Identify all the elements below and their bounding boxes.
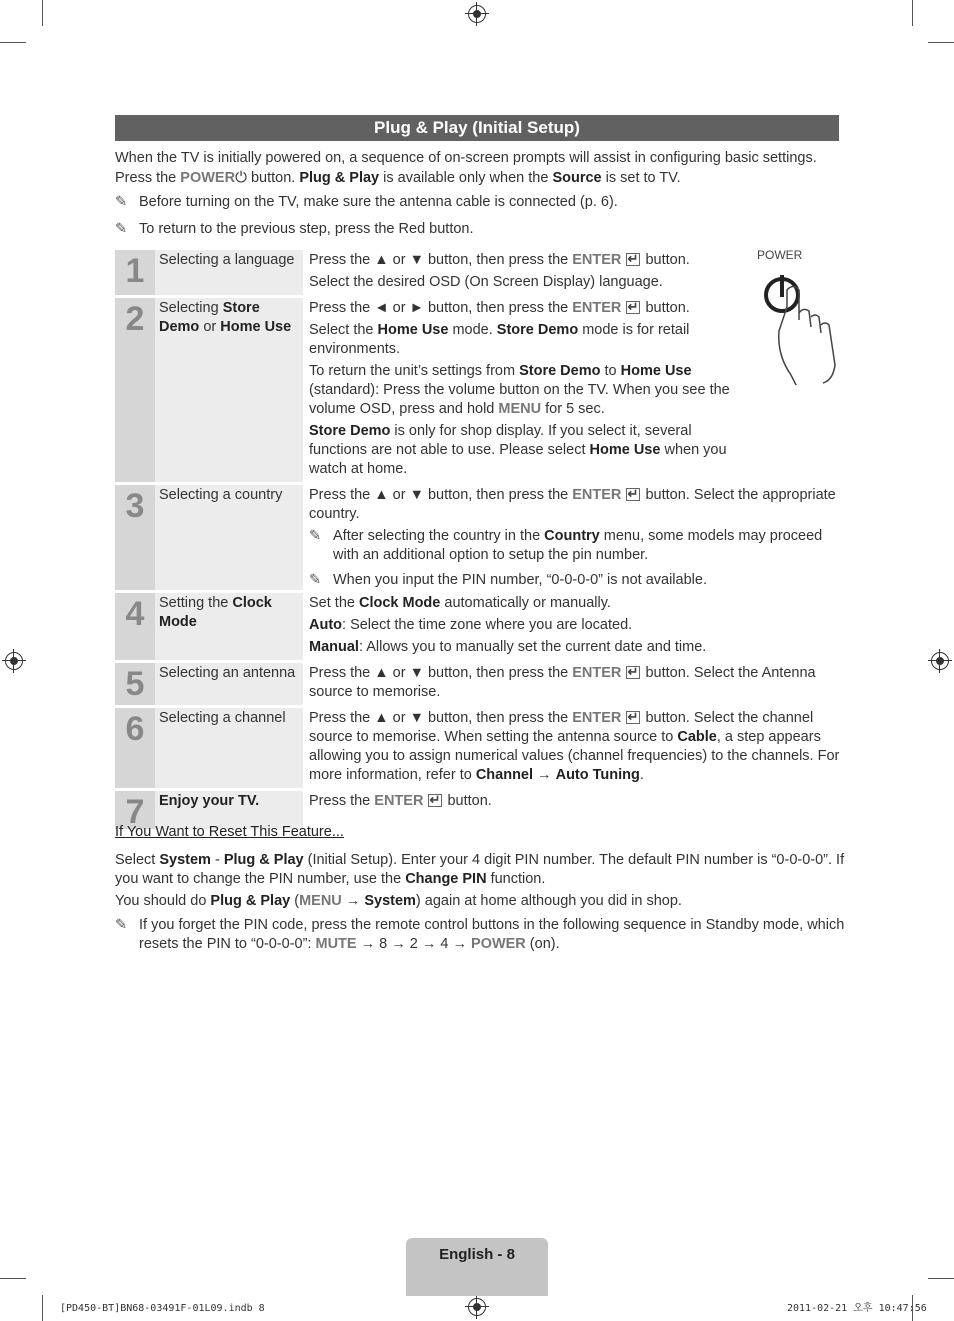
registration-mark-icon: [931, 652, 949, 670]
step-description: Press the ◄ or ► button, then press the ENTER ↵ button. Select the Home Use mode. Store Demo mode is for retail environments. To return the unit’s settings from Store Demo to Home Use (standard): Press the volume button on the TV. When you see the volume OSD, press and hold MENU for 5 sec. Store Demo is only for shop display. If you select it, several functions are not able to use. Please select Home Use when you watch at home.: [303, 298, 845, 482]
pencil-note-icon: ✎: [115, 194, 128, 210]
step-number: 6: [115, 708, 155, 788]
file-imprint: [PD450-BT]BN68-03491F-01L09.indb 8: [60, 1303, 265, 1314]
crop-mark: [912, 0, 913, 26]
step-number: 5: [115, 663, 155, 705]
registration-mark-icon: [468, 5, 486, 23]
step-description: Press the ▲ or ▼ button, then press the ENTER ↵ button. Select the desired OSD (On Screen Display) language.: [303, 250, 845, 295]
step-label: Selecting an antenna: [155, 663, 303, 705]
step-number: 3: [115, 485, 155, 590]
step-row: [115, 593, 845, 660]
crop-mark: [42, 0, 43, 26]
crop-mark: [0, 42, 26, 43]
step-description: Press the ▲ or ▼ button, then press the ENTER ↵ button. Select the appropriate country. ✎ After selecting the country in the Country menu, some models may proceed with an additional option to setup the pin number. ✎ When you input the PIN number, “0-0-0-0” is not available.: [303, 485, 845, 590]
enter-icon: [626, 711, 640, 724]
note: ✎ After selecting the country in the Country menu, some models may proceed with an additional option to setup the pin number.: [309, 528, 823, 563]
pencil-note-icon: ✎: [309, 572, 322, 588]
page-number: English - 8: [406, 1238, 548, 1296]
enter-icon: [626, 666, 640, 679]
step-row: [115, 298, 845, 482]
power-icon: ⏻: [235, 169, 247, 186]
steps-table: [115, 250, 845, 832]
enter-icon: [626, 488, 640, 501]
step-description: Set the Clock Mode automatically or manually. Auto: Select the time zone where you are located. Manual: Allows you to manually set the current date and time.: [309, 595, 707, 655]
section-title: Plug & Play (Initial Setup): [115, 115, 839, 141]
step-label: Enjoy your TV.: [155, 791, 303, 829]
step-number: 1: [115, 250, 155, 295]
reset-section: Select System - Plug & Play (Initial Setup). Enter your 4 digit PIN number. The default PIN number is “0-0-0-0”. If you want to change the PIN number, use the Change PIN function. You should do Plug & Play (MENU → System) again at home although you did in shop. ✎ If you forget the PIN code, press the remote control buttons in the following sequence in Standby mode, which resets the PIN to “0-0-0-0”: MUTE → 8 → 2 → 4 → POWER (on).: [115, 852, 845, 952]
step-row: [115, 663, 845, 705]
date-imprint: 2011-02-21 오후 10:47:56: [787, 1303, 927, 1314]
enter-icon: [626, 253, 640, 266]
step-row: [115, 250, 845, 295]
registration-mark-icon: [5, 652, 23, 670]
crop-mark: [928, 42, 954, 43]
registration-mark-icon: [468, 1298, 486, 1316]
intro-paragraph: When the TV is initially powered on, a sequence of on-screen prompts will assist in configuring basic settings. Press the POWER⏻ button. Plug & Play is available only when the Source is set to TV.: [115, 150, 817, 186]
reset-title: If You Want to Reset This Feature...: [115, 824, 344, 840]
pencil-note-icon: ✎: [115, 221, 128, 237]
step-label: Selecting a country: [155, 485, 303, 590]
pencil-note-icon: ✎: [309, 528, 322, 544]
step-label: Selecting a language: [155, 250, 303, 295]
note: ✎ If you forget the PIN code, press the remote control buttons in the following sequence in Standby mode, which resets the PIN to “0-0-0-0”: MUTE → 8 → 2 → 4 → POWER (on).: [115, 917, 845, 952]
step-row: [115, 485, 845, 590]
step-label: Setting the Clock Mode: [155, 593, 303, 660]
step-label: Selecting Store Demo or Home Use: [155, 298, 303, 482]
step-description: Press the ENTER ↵ button.: [303, 791, 845, 829]
note: ✎ Before turning on the TV, make sure the antenna cable is connected (p. 6).: [115, 194, 618, 210]
step-label: Selecting a channel: [155, 708, 303, 788]
note: ✎ When you input the PIN number, “0-0-0-0” is not available.: [309, 572, 707, 588]
step-description: Press the ▲ or ▼ button, then press the ENTER ↵ button. Select the Antenna source to memorise.: [303, 663, 845, 705]
power-label: POWER: [757, 248, 803, 262]
crop-mark: [42, 1295, 43, 1321]
step-description: Press the ▲ or ▼ button, then press the ENTER ↵ button. Select the channel source to memorise. When setting the antenna source to Cable, a step appears allowing you to assign numerical values (channel frequencies) to the channels. For more information, refer to Channel → Auto Tuning.: [303, 708, 845, 788]
step-number: 7: [115, 791, 155, 829]
step-number: 4: [115, 593, 155, 660]
note: ✎ To return to the previous step, press the Red button.: [115, 221, 474, 237]
pencil-note-icon: ✎: [115, 917, 128, 933]
step-row: [115, 708, 845, 788]
intro: [115, 149, 845, 239]
enter-icon: [428, 794, 442, 807]
crop-mark: [928, 1278, 954, 1279]
enter-icon: [626, 301, 640, 314]
step-number: 2: [115, 298, 155, 482]
crop-mark: [0, 1278, 26, 1279]
